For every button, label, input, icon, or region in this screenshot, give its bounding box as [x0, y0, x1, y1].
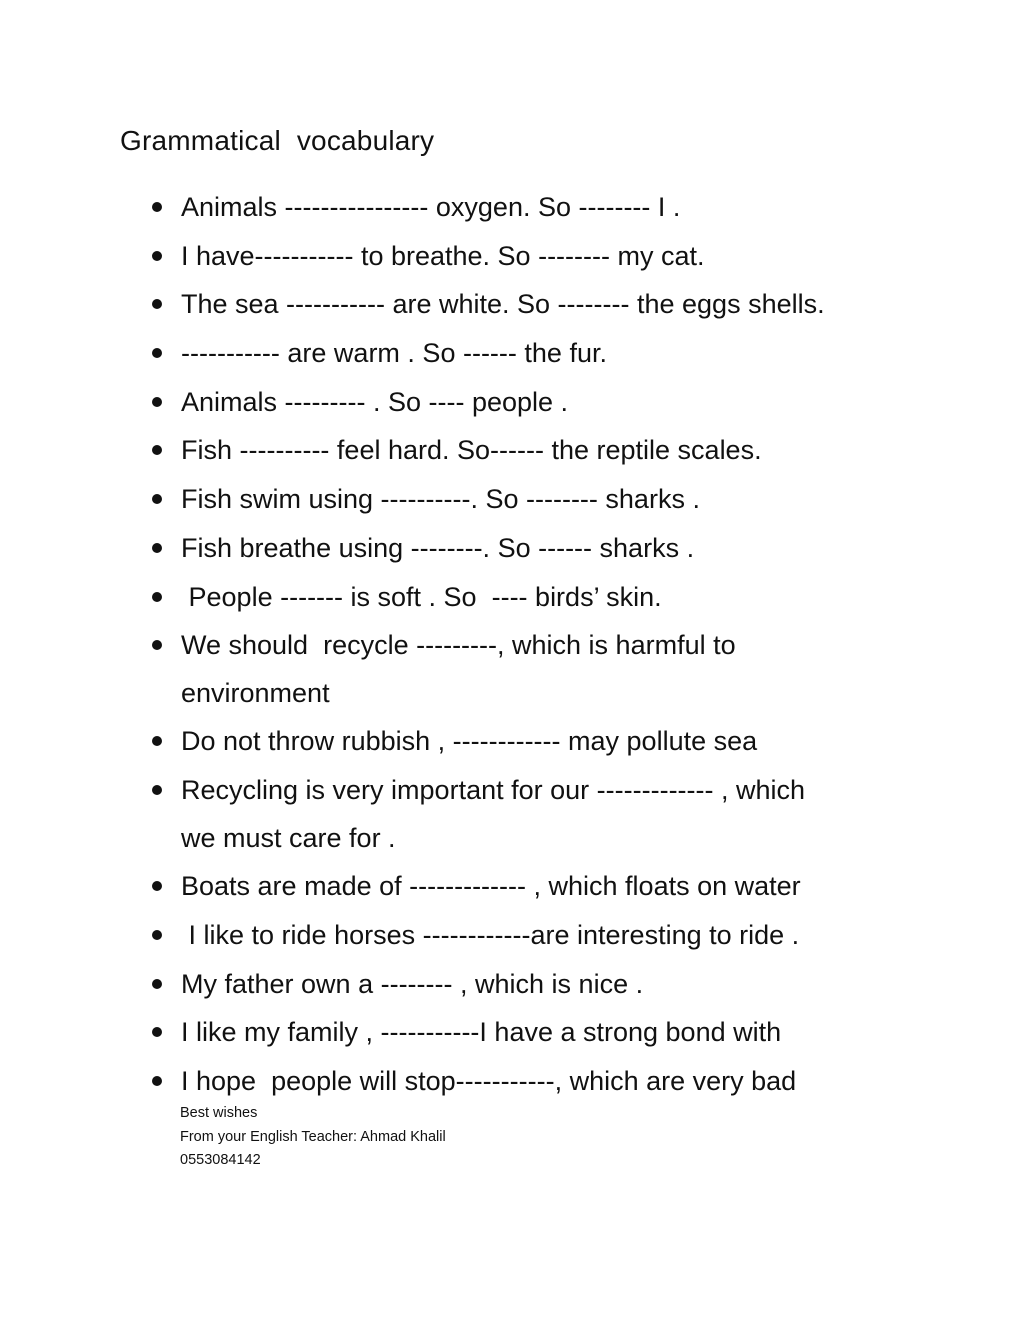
item-text: I hope people will stop-----------, which are very bad	[181, 1066, 797, 1096]
bullet-icon	[152, 1076, 162, 1086]
bullet-icon	[152, 640, 162, 650]
bullet-icon	[152, 979, 162, 989]
bullet-icon	[152, 785, 162, 795]
list-item	[150, 961, 910, 1009]
bullet-icon	[152, 1027, 162, 1037]
item-text: ----------- are warm . So ------ the fur.	[181, 338, 607, 369]
list-item	[150, 718, 910, 766]
item-text: Do not throw rubbish , ------------ may pollute sea	[181, 726, 758, 757]
list-item	[150, 767, 910, 862]
list-item	[150, 379, 910, 427]
bullet-icon	[152, 930, 162, 940]
phone-number: 0553084142	[180, 1152, 261, 1168]
item-text: Fish breathe using --------. So ------ sharks .	[181, 532, 695, 563]
item-text: I like to ride horses ------------are interesting to ride .	[181, 919, 800, 950]
bullet-icon	[152, 348, 162, 358]
list-item	[150, 574, 910, 622]
list-item	[150, 427, 910, 475]
list-item	[150, 330, 910, 378]
item-text: Fish ---------- feel hard. So------ the reptile scales.	[181, 435, 762, 466]
list-item	[150, 476, 910, 524]
item-text: Recycling is very important for our ------------- , which we must care for .	[181, 775, 813, 853]
item-text: We should recycle ---------, which is harmful to environment	[181, 630, 744, 708]
bullet-icon	[152, 202, 162, 212]
item-text: The sea ----------- are white. So -------- the eggs shells.	[181, 289, 825, 320]
exercise-list	[150, 184, 910, 1107]
item-text: Animals ---------------- oxygen. So -------- I .	[181, 192, 681, 222]
item-text: Boats are made of ------------- , which floats on water	[181, 871, 801, 902]
page-title: Grammatical vocabulary	[120, 125, 435, 156]
bullet-icon	[152, 592, 162, 602]
bullet-icon	[152, 299, 162, 309]
bullet-icon	[152, 736, 162, 746]
list-item	[150, 1058, 910, 1106]
list-item	[150, 912, 910, 960]
item-text: I have----------- to breathe. So -------- my cat.	[181, 240, 705, 271]
item-text: People ------- is soft . So ---- birds’ skin.	[181, 581, 662, 612]
bullet-icon	[152, 494, 162, 504]
teacher-line: From your English Teacher: Ahmad Khalil	[180, 1128, 446, 1145]
bullet-icon	[152, 881, 162, 891]
bullet-icon	[152, 397, 162, 407]
bullet-icon	[152, 445, 162, 455]
list-item	[150, 525, 910, 573]
list-item	[150, 281, 910, 329]
list-item	[150, 184, 910, 232]
bullet-icon	[152, 251, 162, 261]
signature-block	[180, 1102, 446, 1173]
list-item	[150, 1009, 910, 1057]
bullet-icon	[152, 543, 162, 553]
item-text: My father own a -------- , which is nice .	[181, 968, 644, 999]
list-item	[150, 863, 910, 911]
item-text: Fish swim using ----------. So -------- sharks .	[181, 484, 700, 515]
item-text: Animals --------- . So ---- people .	[181, 386, 569, 417]
item-text: I like my family , -----------I have a strong bond with	[181, 1017, 782, 1048]
list-item	[150, 622, 910, 717]
list-item	[150, 233, 910, 281]
closing-line: Best wishes	[180, 1105, 258, 1121]
